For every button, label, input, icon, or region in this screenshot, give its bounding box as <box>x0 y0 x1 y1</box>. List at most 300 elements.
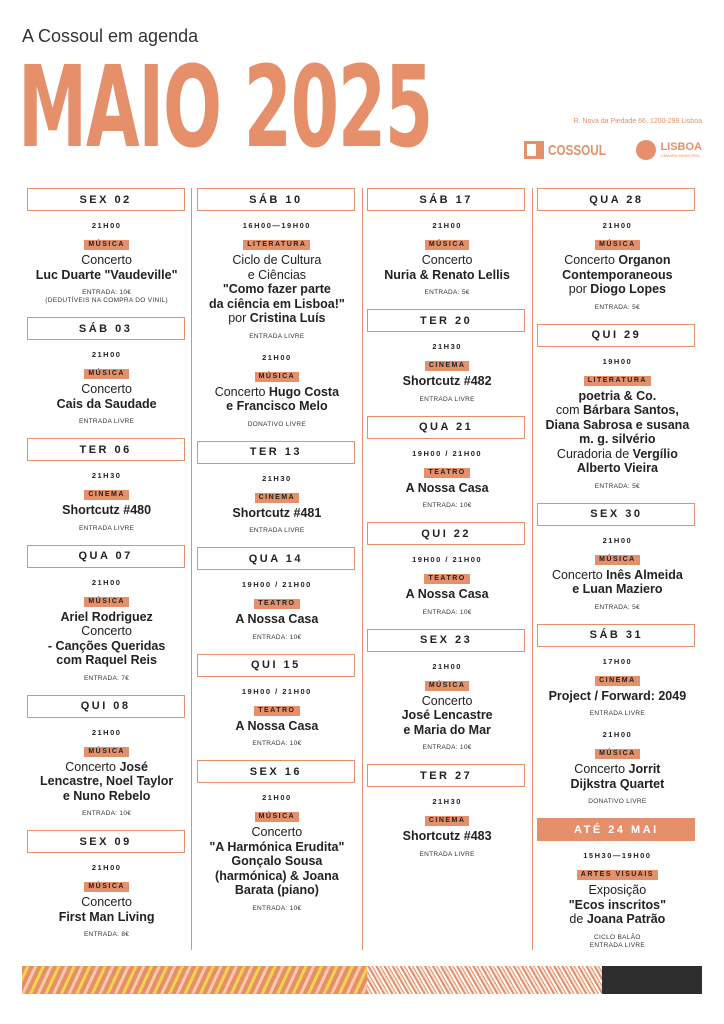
event-entry <box>27 525 187 533</box>
event-entry-line: ENTRADA: 5€ <box>594 482 640 490</box>
event-title-bold: Dijkstra Quartet <box>570 776 665 791</box>
event-entry <box>537 604 697 612</box>
event-title-bold: e Francisco Melo <box>226 399 328 413</box>
day-header: QUA 07 <box>27 545 185 568</box>
event-entry-line: ENTRADA: 10€ <box>422 744 472 751</box>
event-title-bold: Luc Duarte "Vaudeville" <box>35 267 178 282</box>
event-time: 19H00 / 21H00 <box>241 580 312 589</box>
event-title-line <box>537 253 697 268</box>
event-title-normal: por <box>568 282 591 296</box>
day-header: QUA 14 <box>197 547 355 570</box>
event-title-normal: Concerto <box>564 253 619 267</box>
day-header: ATÉ 24 MAI <box>537 818 695 841</box>
event-entry <box>367 744 527 752</box>
event-title-line <box>367 268 527 283</box>
day-header: TER 06 <box>27 438 185 461</box>
agenda-columns <box>22 188 702 950</box>
event-category-badge: MÚSICA <box>255 372 300 382</box>
event-entry <box>537 483 697 491</box>
event-title-bold: Shortcutz #480 <box>62 503 152 517</box>
event-title <box>367 253 527 282</box>
event-title <box>197 506 357 521</box>
cossoul-logo <box>524 141 622 159</box>
cossoul-logo-icon <box>524 141 544 159</box>
event-time: 21H30 <box>262 473 292 483</box>
event-time: 21H00 <box>602 730 633 739</box>
agenda-column <box>22 188 191 950</box>
event-title-bold: - Canções Queridas <box>47 638 166 653</box>
event-title <box>537 689 697 704</box>
event-item <box>537 657 697 719</box>
event-entry <box>197 740 357 748</box>
event-time: 21H00 <box>91 863 122 872</box>
day-header: QUI 08 <box>27 695 185 718</box>
event-title-normal: Concerto <box>81 382 132 396</box>
event-title-line <box>537 777 697 792</box>
event-item <box>537 730 697 806</box>
event-entry-line: ENTRADA: 10€ <box>422 502 472 509</box>
event-category-badge: MÚSICA <box>84 240 129 250</box>
event-title <box>27 895 187 924</box>
event-entry-line: CICLO BALÃO <box>594 933 641 941</box>
lisboa-logo-subtext: CÂMARA MUNICIPAL <box>660 153 700 158</box>
event-title-normal: Concerto <box>574 762 629 776</box>
event-title-bold: e Luan Maziero <box>572 582 663 596</box>
event-item <box>537 536 697 612</box>
event-title-line <box>27 653 187 668</box>
event-entry <box>367 289 527 297</box>
event-title-bold: m. g. silvério <box>579 432 656 446</box>
event-title-bold: Contemporaneous <box>562 267 673 282</box>
event-category-badge: TEATRO <box>424 574 469 584</box>
event-category-badge: MÚSICA <box>595 749 640 759</box>
event-title-bold: Diana Sabrosa e susana <box>545 417 690 432</box>
event-entry <box>27 289 187 305</box>
strip-dark-block <box>602 966 702 994</box>
event-title-line <box>197 612 357 627</box>
event-entry <box>27 810 187 818</box>
event-time: 15H30—19H00 <box>583 851 652 860</box>
event-title <box>27 382 187 411</box>
event-title-bold: Project / Forward: 2049 <box>548 688 687 703</box>
event-time: 21H00 <box>91 727 122 737</box>
event-title-line <box>537 898 697 913</box>
event-entry <box>367 851 527 859</box>
event-title <box>537 568 697 597</box>
strip-pattern-hatched <box>367 966 602 994</box>
day-header: QUI 15 <box>197 654 355 677</box>
event-category-badge: MÚSICA <box>84 747 129 757</box>
event-title-bold: Nuria & Renato Lellis <box>384 267 510 282</box>
event-title-line <box>197 297 357 312</box>
event-entry <box>367 396 527 404</box>
event-title-bold: Ariel Rodriguez <box>60 609 153 624</box>
event-title <box>27 253 187 282</box>
event-time: 21H00 <box>602 221 633 230</box>
event-time: 21H30 <box>91 471 122 480</box>
event-title-line <box>27 503 187 518</box>
event-title <box>27 610 187 668</box>
event-category-badge: MÚSICA <box>595 240 640 250</box>
event-title-bold: Vergílio <box>632 446 678 461</box>
event-category-badge: LITERATURA <box>584 376 651 386</box>
event-entry-line: ENTRADA: 10€ <box>252 740 302 747</box>
event-item <box>197 221 357 341</box>
event-title-normal: por <box>228 311 250 325</box>
day-header: QUA 28 <box>537 188 695 211</box>
event-title-line <box>27 268 187 283</box>
event-title <box>197 825 357 898</box>
event-title-bold: Alberto Vieira <box>576 461 658 475</box>
event-item <box>537 357 697 491</box>
event-item <box>367 449 527 511</box>
event-entry-line: DONATIVO LIVRE <box>588 798 647 805</box>
event-item <box>197 353 357 429</box>
event-title-line <box>537 282 697 297</box>
event-title-bold: "A Harmónica Erudita" <box>209 839 345 854</box>
event-title-bold: Cristina Luís <box>249 311 326 325</box>
event-time: 21H00 <box>91 221 122 230</box>
event-category-badge: MÚSICA <box>84 882 129 892</box>
event-entry <box>367 609 527 617</box>
event-category-badge: TEATRO <box>254 706 299 716</box>
day-header: QUI 22 <box>367 522 525 545</box>
event-time: 16H00—19H00 <box>242 221 311 230</box>
event-entry-line: ENTRADA: 5€ <box>594 303 640 311</box>
event-title-line <box>197 869 357 884</box>
event-title-line <box>197 282 357 297</box>
event-title-bold: Shortcutz #482 <box>402 374 492 388</box>
event-title-line <box>27 382 187 397</box>
agenda-subtitle: A Cossoul em agenda <box>22 26 199 46</box>
event-title-line <box>27 397 187 412</box>
event-title-bold: José <box>119 759 148 774</box>
event-item <box>27 578 187 683</box>
event-title-bold: com Raquel Reis <box>56 653 157 667</box>
event-title <box>367 587 527 602</box>
event-title-bold: First Man Living <box>58 909 155 924</box>
event-time: 17H00 <box>602 656 633 666</box>
event-entry-line: ENTRADA: 10€ <box>252 633 302 641</box>
event-title-bold: Gonçalo Sousa <box>231 854 323 868</box>
event-title-normal: Concerto <box>81 895 132 909</box>
event-category-badge: CINEMA <box>255 493 300 503</box>
event-entry-line: ENTRADA: 5€ <box>424 289 470 296</box>
cossoul-logo-text: COSSOUL <box>548 141 607 159</box>
event-title-normal: Concerto <box>81 253 132 267</box>
event-title-normal: com <box>555 403 583 417</box>
event-entry-line: ENTRADA LIVRE <box>79 418 135 425</box>
event-entry <box>197 421 357 429</box>
event-entry <box>27 418 187 426</box>
event-item <box>537 221 697 312</box>
day-header: SÁB 10 <box>197 188 355 211</box>
day-header: SEX 09 <box>27 830 185 853</box>
event-title-bold: "Ecos inscritos" <box>568 897 667 912</box>
event-title-normal: Curadoria de <box>556 446 633 461</box>
event-time: 21H00 <box>432 661 462 671</box>
event-entry-line: ENTRADA: 10€ <box>82 289 132 296</box>
event-item <box>27 863 187 939</box>
event-title <box>197 253 357 326</box>
event-title-line <box>537 418 697 433</box>
event-category-badge: CINEMA <box>425 361 470 371</box>
agenda-column <box>533 188 702 950</box>
event-title <box>537 883 697 927</box>
event-title-line <box>367 253 527 268</box>
event-item <box>367 797 527 859</box>
event-item <box>27 350 187 426</box>
event-entry-line: ENTRADA LIVRE <box>589 941 645 949</box>
event-title-bold: A Nossa Casa <box>405 587 489 601</box>
event-title-line <box>537 883 697 898</box>
event-category-badge: ARTES VISUAIS <box>577 870 658 880</box>
event-category-badge: MÚSICA <box>255 812 300 822</box>
venue-address: R. Nova da Piedade 66, 1200-299 Lisboa <box>573 118 702 125</box>
event-title-line <box>27 774 187 789</box>
event-title <box>197 719 357 734</box>
event-time: 21H00 <box>602 535 633 545</box>
event-title-line <box>537 912 697 927</box>
agenda-column <box>363 188 532 950</box>
decorative-strip <box>22 966 702 994</box>
event-category-badge: CINEMA <box>595 676 640 686</box>
event-category-badge: CINEMA <box>84 490 129 500</box>
event-entry-line: ENTRADA LIVRE <box>249 527 305 534</box>
event-time: 19H00 / 21H00 <box>412 448 483 458</box>
strip-pattern-orange <box>22 966 367 994</box>
event-title-bold: Organon <box>618 253 671 267</box>
event-title-normal: Concerto <box>551 567 607 582</box>
event-entry <box>27 931 187 939</box>
event-title-line <box>197 253 357 268</box>
event-title-line <box>27 610 187 625</box>
event-item <box>367 555 527 617</box>
event-entry <box>537 798 697 806</box>
event-item <box>197 687 357 749</box>
event-title-bold: Barata (piano) <box>234 883 319 897</box>
event-title-bold: Bárbara Santos, <box>582 403 679 417</box>
event-title-normal: e Ciências <box>247 267 307 282</box>
event-title-normal: Concerto <box>421 693 473 708</box>
event-time: 21H00 <box>262 793 292 802</box>
event-title-line <box>27 624 187 639</box>
event-entry <box>197 333 357 341</box>
event-title-line <box>537 268 697 283</box>
event-entry <box>537 934 697 950</box>
event-title <box>537 389 697 476</box>
event-title <box>537 762 697 791</box>
event-entry <box>367 502 527 510</box>
event-entry-line: ENTRADA: 8€ <box>84 931 130 938</box>
event-entry <box>197 905 357 913</box>
event-entry <box>537 710 697 718</box>
event-entry-line: DONATIVO LIVRE <box>247 420 306 428</box>
event-entry-line: ENTRADA LIVRE <box>249 332 305 340</box>
event-title-line <box>27 910 187 925</box>
event-item <box>367 662 527 753</box>
event-title-line <box>27 760 187 775</box>
event-category-badge: MÚSICA <box>84 369 129 379</box>
event-time: 21H00 <box>91 577 122 587</box>
day-header: SEX 02 <box>27 188 185 211</box>
day-header: SÁB 03 <box>27 317 185 340</box>
event-title-line <box>367 694 527 709</box>
event-title-line <box>197 825 357 840</box>
event-title-line <box>367 481 527 496</box>
event-entry-line: ENTRADA LIVRE <box>79 524 135 532</box>
event-title-normal: Concerto <box>65 759 120 774</box>
event-title-bold: Inês Almeida <box>606 567 683 582</box>
event-title-line <box>197 311 357 326</box>
event-title-line <box>197 385 357 400</box>
event-title-bold: Shortcutz #481 <box>232 505 322 520</box>
day-header: TER 13 <box>197 441 355 464</box>
event-time: 19H00 / 21H00 <box>241 686 312 696</box>
event-time: 21H00 <box>91 350 122 359</box>
logos <box>524 140 702 160</box>
event-title-bold: da ciência em Lisboa!" <box>208 296 345 311</box>
event-title <box>367 829 527 844</box>
event-item <box>27 221 187 305</box>
event-category-badge: CINEMA <box>425 816 470 826</box>
event-title-bold: Jorrit <box>628 762 661 776</box>
event-entry-line: ENTRADA: 10€ <box>422 608 472 616</box>
event-item <box>197 793 357 913</box>
event-title-bold: Lencastre, Noel Taylor <box>40 774 174 788</box>
event-title-line <box>197 268 357 283</box>
event-item <box>197 580 357 642</box>
event-title-normal: Concerto <box>251 825 303 839</box>
event-category-badge: LITERATURA <box>243 240 310 250</box>
event-category-badge: MÚSICA <box>425 240 470 250</box>
event-title <box>27 503 187 518</box>
event-item <box>197 474 357 536</box>
event-entry-line: ENTRADA: 5€ <box>594 603 640 611</box>
event-entry-line: (DEDUTÍVEIS NA COMPRA DO VINIL) <box>45 297 168 304</box>
event-title-bold: Diogo Lopes <box>590 282 666 296</box>
event-entry-line: ENTRADA: 7€ <box>84 674 130 682</box>
event-title-bold: e Nuno Rebelo <box>62 788 151 803</box>
day-header: TER 27 <box>367 764 525 787</box>
event-item <box>27 728 187 819</box>
event-category-badge: MÚSICA <box>595 555 640 565</box>
day-header: SEX 30 <box>537 503 695 526</box>
event-title-bold: Shortcutz #483 <box>402 829 492 843</box>
event-title-bold: e Maria do Mar <box>403 722 491 737</box>
event-title-bold: José Lencastre <box>401 708 493 722</box>
day-header: SEX 16 <box>197 760 355 783</box>
lisboa-crest-icon <box>636 140 656 160</box>
event-title-normal: de <box>569 912 587 926</box>
lisboa-logo <box>636 140 702 160</box>
event-title-line <box>197 506 357 521</box>
event-title-line <box>27 639 187 654</box>
event-title-line <box>367 708 527 723</box>
day-header: SEX 23 <box>367 629 525 652</box>
event-category-badge: TEATRO <box>254 599 299 609</box>
event-entry <box>197 527 357 535</box>
event-time: 21H00 <box>262 352 292 362</box>
day-header: SÁB 17 <box>367 188 525 211</box>
event-title-bold: Joana Patrão <box>586 912 666 926</box>
event-title-bold: Cais da Saudade <box>56 396 157 411</box>
event-title-line <box>27 253 187 268</box>
event-title <box>197 385 357 414</box>
event-title-normal: Exposição <box>588 883 647 897</box>
event-category-badge: TEATRO <box>424 468 469 478</box>
event-title-line <box>537 389 697 404</box>
event-title-line <box>537 447 697 462</box>
event-title-bold: A Nossa Casa <box>405 480 489 495</box>
day-header: TER 20 <box>367 309 525 332</box>
event-entry-line: ENTRADA LIVRE <box>419 395 475 403</box>
event-title-line <box>367 723 527 738</box>
event-title-line <box>27 789 187 804</box>
event-title-line <box>537 403 697 418</box>
event-title-line <box>197 840 357 855</box>
event-entry <box>537 304 697 312</box>
event-title <box>367 481 527 496</box>
event-title-normal: Concerto <box>81 624 132 638</box>
day-header: SÁB 31 <box>537 624 695 647</box>
event-title-normal: Concerto <box>421 253 473 267</box>
event-category-badge: MÚSICA <box>84 597 129 607</box>
event-title-bold: A Nossa Casa <box>235 718 319 733</box>
event-entry-line: ENTRADA: 10€ <box>82 810 132 817</box>
page-title: MAIO 2025 <box>18 43 432 173</box>
event-title-bold: (harmónica) & Joana <box>215 868 339 883</box>
event-title-line <box>537 689 697 704</box>
day-header: QUI 29 <box>537 324 695 347</box>
event-title-line <box>197 399 357 414</box>
event-item <box>367 342 527 404</box>
event-time: 19H00 <box>602 356 633 366</box>
event-entry <box>197 634 357 642</box>
event-entry-line: ENTRADA LIVRE <box>589 710 645 717</box>
agenda-column <box>192 188 361 950</box>
event-title <box>197 612 357 627</box>
event-time: 21H00 <box>432 221 462 230</box>
event-title <box>367 694 527 738</box>
event-entry-line: ENTRADA: 10€ <box>252 904 302 912</box>
event-title-line <box>367 374 527 389</box>
event-title <box>367 374 527 389</box>
event-title-line <box>537 582 697 597</box>
event-time: 21H30 <box>432 797 462 806</box>
event-title-bold: A Nossa Casa <box>235 612 319 626</box>
event-entry <box>27 675 187 683</box>
event-title-bold: Hugo Costa <box>268 384 340 399</box>
event-title-line <box>537 568 697 583</box>
event-title-line <box>537 432 697 447</box>
event-category-badge: MÚSICA <box>425 681 470 691</box>
event-title <box>27 760 187 804</box>
event-time: 21H30 <box>432 342 462 351</box>
day-header: QUA 21 <box>367 416 525 439</box>
event-title-line <box>197 854 357 869</box>
event-item <box>367 221 527 297</box>
event-item <box>537 851 697 950</box>
event-title-normal: Ciclo de Cultura <box>232 253 322 267</box>
event-title-bold: "Como fazer parte <box>222 282 331 296</box>
event-title-bold: poetria & Co. <box>578 388 657 403</box>
event-entry-line: ENTRADA LIVRE <box>419 850 475 858</box>
event-title-line <box>537 762 697 777</box>
event-time: 19H00 / 21H00 <box>412 555 483 564</box>
lisboa-logo-text: LISBOA <box>660 141 702 153</box>
event-item <box>27 471 187 533</box>
